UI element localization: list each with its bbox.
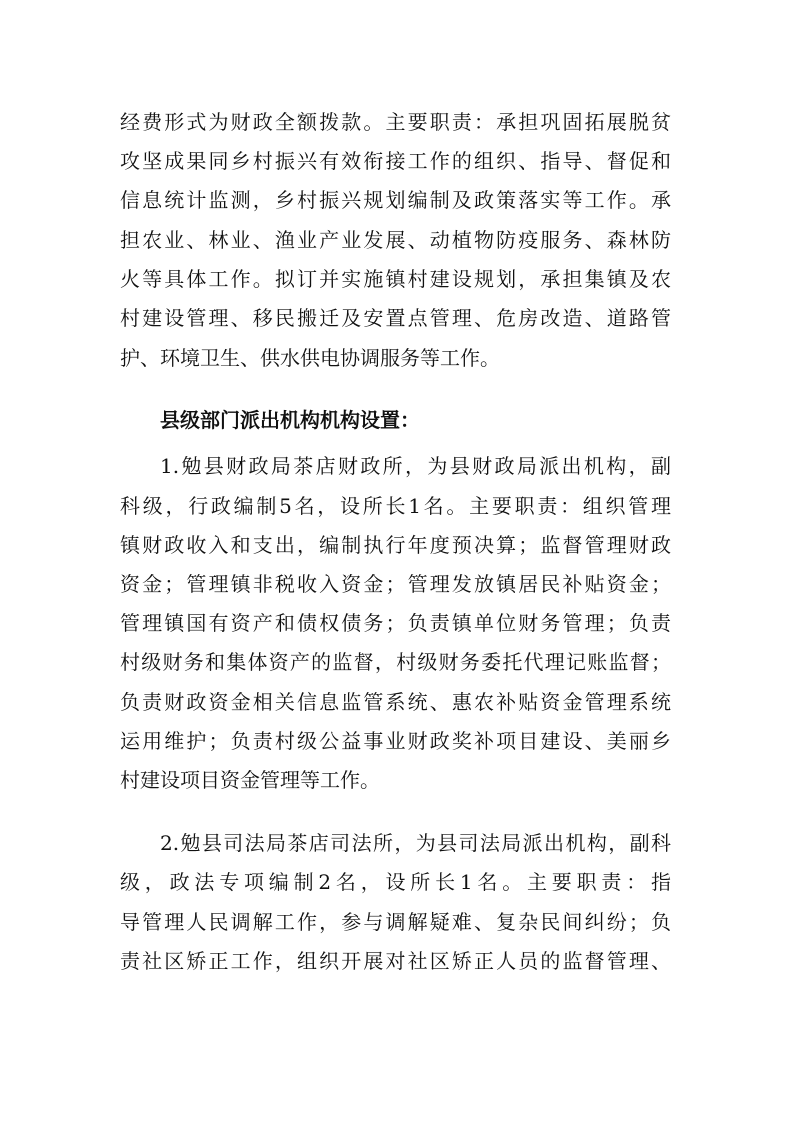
para2-line-5: 管理镇国有资产和债权债务；负责镇单位财务管理；负责 [120,611,671,635]
para2-line-8: 运用维护；负责村级公益事业财政奖补项目建设、美丽乡 [120,729,671,753]
para1-line-3: 信息统计监测，乡村振兴规划编制及政策落实等工作。承 [120,188,671,212]
para1-line-7: 护、环境卫生、供水供电协调服务等工作。 [120,346,500,370]
para1-line-2: 攻坚成果同乡村振兴有效衔接工作的组织、指导、督促和 [120,149,671,173]
para2-line-4: 资金；管理镇非税收入资金；管理发放镇居民补贴资金； [120,572,671,596]
para2-line-9: 村建设项目资金管理等工作。 [120,768,380,792]
para1-line-6: 村建设管理、移民搬迁及安置点管理、危房改造、道路管 [120,306,671,330]
para2-line-6: 村级财务和集体资产的监督，村级财务委托代理记账监督； [120,650,671,674]
para2-line-1: 1.勉县财政局茶店财政所，为县财政局派出机构，副 [160,454,671,478]
para1-line-1: 经费形式为财政全额拨款。主要职责：承担巩固拓展脱贫 [120,110,671,134]
para2-line-2: 科级，行政编制5名，设所长1名。主要职责：组织管理 [120,494,671,518]
para3-line-3: 导管理人民调解工作，参与调解疑难、复杂民间纠纷；负 [120,910,671,934]
section-heading: 县级部门派出机构机构设置： [160,408,420,432]
para1-line-5: 火等具体工作。拟订并实施镇村建设规划，承担集镇及农 [120,267,671,291]
para2-line-3: 镇财政收入和支出，编制执行年度预决算；监督管理财政 [120,533,671,557]
para3-line-4: 责社区矫正工作，组织开展对社区矫正人员的监督管理、 [120,949,671,973]
para3-line-2: 级，政法专项编制2名，设所长1名。主要职责：指 [120,870,671,894]
para2-line-7: 负责财政资金相关信息监管系统、惠农补贴资金管理系统 [120,690,671,714]
para1-line-4: 担农业、林业、渔业产业发展、动植物防疫服务、森林防 [120,228,671,252]
para3-line-1: 2.勉县司法局茶店司法所，为县司法局派出机构，副科 [160,831,671,855]
